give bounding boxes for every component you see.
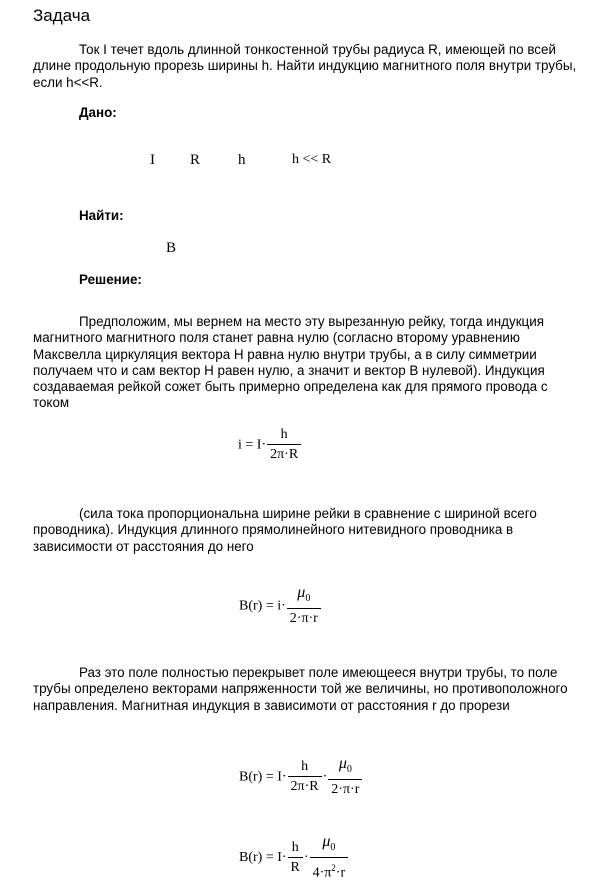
fraction-numerator: h (301, 758, 309, 774)
formula-wire-fraction (287, 584, 321, 629)
p2-line: зависимости от расстояния до него (33, 538, 254, 554)
fraction-numerator: h (291, 839, 299, 855)
p1-line: Максвелла циркуляция вектора H равна нулю внутри трубы, а в силу симметрии (33, 346, 537, 362)
p3-line: Раз это поле полностью перекрывет поле имеющееся внутри трубы, то поле (79, 665, 558, 680)
formula-slot-fraction-2 (328, 755, 362, 800)
find-item-B: B (166, 240, 177, 256)
formula-current-lhs: i = I· (238, 437, 267, 453)
formula-slot-field (239, 755, 363, 800)
solution-paragraph-3 (0, 665, 614, 714)
multiply-dot: · (322, 769, 328, 785)
given-item-I: I (150, 152, 155, 168)
solution-paragraph-1 (0, 314, 614, 412)
formula-wire-field (239, 584, 322, 629)
fraction-numerator: $\mu_0$ (322, 833, 336, 853)
find-label: Найти: (79, 208, 124, 223)
page-title: Задача (33, 6, 91, 25)
p3-line: трубы определено векторами напряженности той же величины, но противоположного (33, 681, 568, 697)
fraction-denominator: $4\cdot\pi^2\cdot r$ (310, 857, 349, 884)
formula-simplified-fraction-1 (288, 839, 303, 878)
problem-line-3: если h<<R. (33, 74, 103, 90)
given-item-h: h (238, 152, 246, 168)
p1-line: создаваемая рейкой сожет быть примерно определена как для прямого провода с (33, 379, 548, 395)
formula-simplified-lhs: B(r) = I· (239, 850, 287, 866)
p3-line: направления. Магнитная индукция в зависимоти от расстояния r до прорези (33, 697, 510, 713)
formula-simplified-fraction-2 (310, 833, 349, 883)
formula-current (238, 426, 302, 465)
given-item-R: R (190, 152, 201, 168)
solution-paragraph-2 (0, 506, 614, 555)
fraction-denominator: R (288, 857, 303, 878)
fraction-denominator: 2π·R (267, 444, 301, 465)
fraction-denominator: 2·π·r (328, 779, 362, 800)
fraction-denominator: 2π·R (288, 776, 322, 797)
given-label: Дано: (79, 105, 117, 120)
fraction-denominator: 2·π·r (287, 608, 321, 629)
formula-slot-lhs: B(r) = I· (239, 769, 287, 785)
problem-line-2: длине продольную прорезь ширины h. Найти индукцию магнитного поля внутри трубы, (33, 58, 577, 74)
formula-current-fraction (267, 426, 301, 465)
p2-line: проводника). Индукция длинного прямолинейного нитевидного проводника в (33, 522, 514, 538)
p2-line: (сила тока пропорциональна ширине рейки в сравнение с шириной всего (79, 506, 537, 521)
given-item-condition: h << R (292, 152, 332, 167)
fraction-numerator: $\mu_0$ (297, 584, 311, 604)
problem-line-1: Ток I течет вдоль длинной тонкостенной трубы радиуса R, имеющей по всей (79, 42, 556, 57)
p1-line: магнитного магнитного поля станет равна нулю (согласно второму уравнению (33, 330, 520, 346)
multiply-dot: · (303, 850, 309, 866)
fraction-numerator: h (280, 427, 288, 442)
p1-line: током (33, 395, 70, 411)
solution-label: Решение: (79, 272, 142, 287)
formula-wire-lhs: B(r) = i· (239, 598, 286, 614)
p1-line: получаем что и сам вектор H равен нулю, а значит и вектор B нулевой). Индукция (33, 362, 545, 378)
formula-slot-fraction-1 (288, 758, 322, 797)
formula-slot-field-simplified (239, 833, 349, 883)
problem-statement (0, 42, 614, 91)
fraction-numerator: $\mu_0$ (338, 755, 352, 775)
p1-line: Предположим, мы вернем на место эту вырезанную рейку, тогда индукция (79, 314, 544, 329)
